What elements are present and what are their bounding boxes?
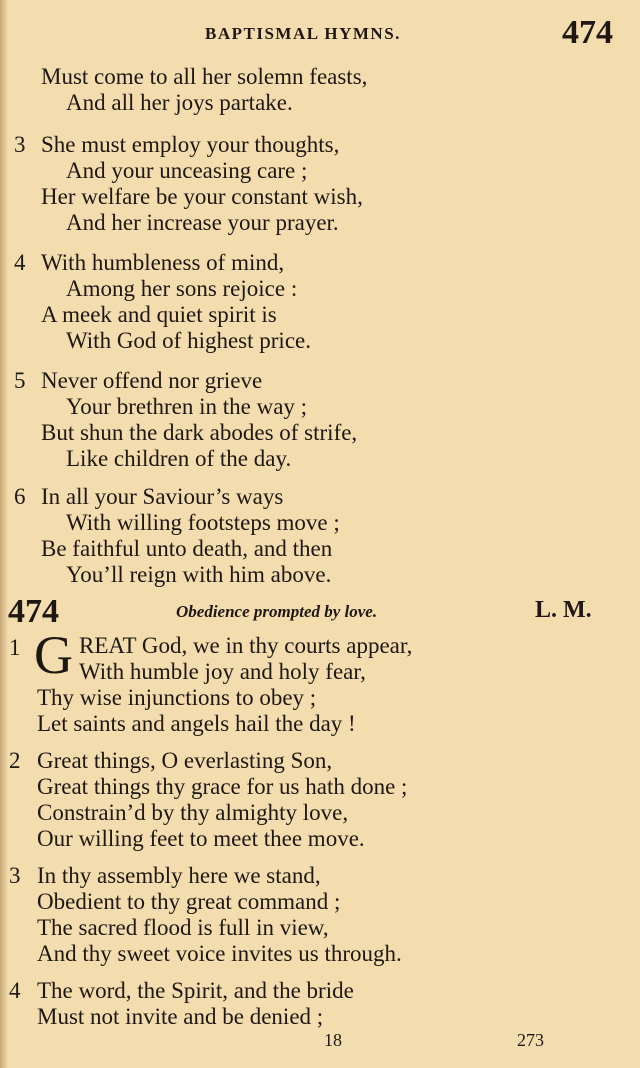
verse-line: Thy wise injunctions to obey ; (37, 685, 317, 710)
drop-cap: G (34, 625, 73, 685)
verse-line: The sacred flood is full in view, (37, 915, 329, 940)
header-hymn-number: 474 (562, 14, 613, 51)
hymn-meter: L. M. (535, 597, 592, 623)
verse-line: Our willing feet to meet thee move. (37, 826, 365, 851)
hymn-number: 474 (8, 593, 59, 630)
verse-line: And her increase your prayer. (66, 210, 339, 235)
verse-line: A meek and quiet spirit is (41, 302, 277, 327)
verse-line: And your unceasing care ; (66, 158, 308, 183)
verse-line: She must employ your thoughts, (41, 132, 340, 157)
verse-line: But shun the dark abodes of strife, (41, 420, 358, 445)
page-spine-shadow (0, 0, 8, 1068)
verse-line: You’ll reign with him above. (66, 562, 332, 587)
verse-line: And thy sweet voice invites us through. (37, 941, 402, 966)
hymn-subtitle: Obedience prompted by love. (176, 602, 378, 621)
verse-number: 3 (9, 863, 21, 888)
verse-line: And all her joys partake. (66, 90, 293, 115)
verse-line: REAT God, we in thy courts appear, (79, 633, 413, 658)
verse-line: With humbleness of mind, (41, 250, 285, 275)
verse-line: Great things, O everlasting Son, (37, 748, 333, 773)
verse-line: Great things thy grace for us hath done ; (37, 774, 408, 799)
verse-line: In all your Saviour’s ways (41, 484, 284, 509)
verse-line: Be faithful unto death, and then (41, 536, 333, 561)
verse-number: 5 (14, 368, 26, 393)
verse-line: Your brethren in the way ; (66, 394, 308, 419)
page-number: 273 (517, 1030, 544, 1050)
verse-line: Never offend nor grieve (41, 368, 263, 393)
verse-number: 4 (14, 250, 26, 275)
verse-number: 4 (9, 978, 21, 1003)
verse-line: Must not invite and be denied ; (37, 1004, 324, 1029)
verse-line: Let saints and angels hail the day ! (37, 711, 356, 736)
verse-number: 1 (9, 635, 21, 660)
signature-mark: 18 (324, 1030, 342, 1050)
verse-line: The word, the Spirit, and the bride (37, 978, 354, 1003)
verse-line: Among her sons rejoice : (66, 276, 298, 301)
verse-line: Must come to all her solemn feasts, (41, 64, 368, 89)
verse-number: 3 (14, 132, 26, 157)
verse-line: In thy assembly here we stand, (37, 863, 321, 888)
verse-number: 6 (14, 484, 26, 509)
verse-line: With God of highest price. (66, 328, 311, 353)
verse-number: 2 (9, 748, 21, 773)
verse-line: Like children of the day. (66, 446, 292, 471)
verse-line: Her welfare be your constant wish, (41, 184, 363, 209)
running-header: BAPTISMAL HYMNS. (205, 24, 401, 43)
verse-line: With willing footsteps move ; (66, 510, 340, 535)
verse-line: Constrain’d by thy almighty love, (37, 800, 349, 825)
verse-line: Obedient to thy great command ; (37, 889, 341, 914)
verse-line: With humble joy and holy fear, (79, 659, 366, 684)
